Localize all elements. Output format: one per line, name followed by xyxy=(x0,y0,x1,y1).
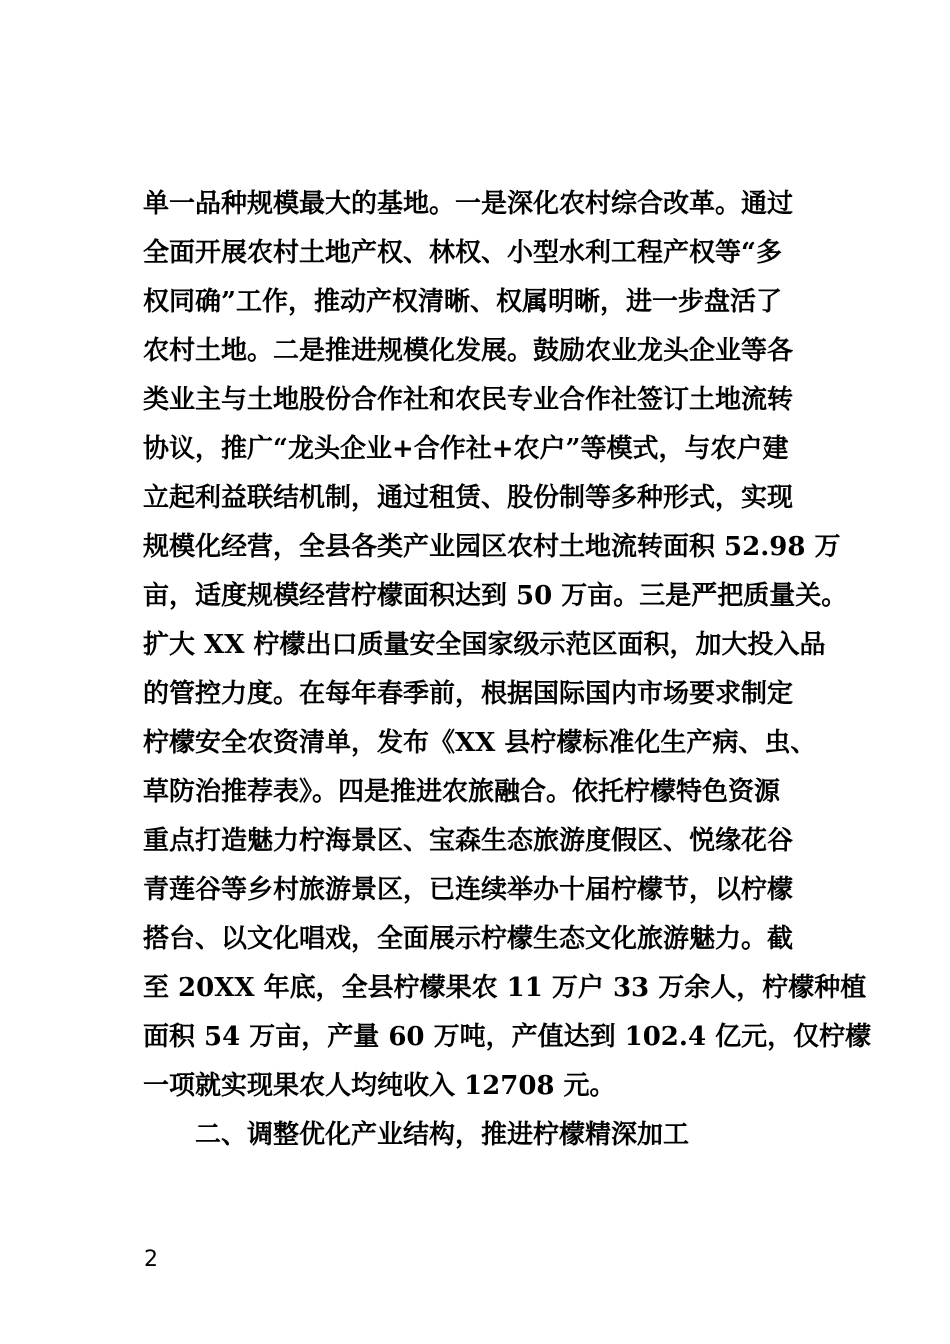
paragraph-line: 青莲谷等乡村旅游景区，已连续举办十届柠檬节，以柠檬 xyxy=(143,875,794,905)
paragraph-line: 农村土地。二是推进规模化发展。鼓励农业龙头企业等各 xyxy=(143,336,794,366)
paragraph-line: 的管控力度。在每年春季前，根据国际国内市场要求制定 xyxy=(143,679,794,709)
paragraph-line: 草防治推荐表》。四是推进农旅融合。依托柠檬特色资源 xyxy=(143,777,781,807)
paragraph-line: 柠檬安全农资清单，发布《XX 县柠檬标准化生产病、虫、 xyxy=(143,728,817,758)
paragraph-line: 面积 54 万亩，产量 60 万吨，产值达到 102.4 亿元，仅柠檬 xyxy=(143,1022,872,1052)
paragraph-line: 权同确”工作，推动产权清晰、权属明晰，进一步盘活了 xyxy=(143,287,782,317)
paragraph-line: 一项就实现果农人均纯收入 12708 元。 xyxy=(143,1071,616,1101)
paragraph-line: 至 20XX 年底，全县柠檬果农 11 万户 33 万余人，柠檬种植 xyxy=(143,973,867,1003)
paragraph-line: 重点打造魅力柠海景区、宝森生态旅游度假区、悦缘花谷 xyxy=(143,826,794,856)
paragraph-line: 协议，推广“龙头企业+合作社+农户”等模式，与农户建 xyxy=(143,434,789,464)
paragraph-line: 搭台、以文化唱戏，全面展示柠檬生态文化旅游魅力。截 xyxy=(143,924,794,954)
paragraph-line: 全面开展农村土地产权、林权、小型水利工程产权等“多 xyxy=(143,238,782,268)
paragraph-line: 亩，适度规模经营柠檬面积达到 50 万亩。三是严把质量关。 xyxy=(143,581,848,611)
paragraph-line: 规模化经营，全县各类产业园区农村土地流转面积 52.98 万 xyxy=(143,532,841,562)
paragraph-line: 立起利益联结机制，通过租赁、股份制等多种形式，实现 xyxy=(143,483,794,513)
paragraph-line: 单一品种规模最大的基地。一是深化农村综合改革。通过 xyxy=(143,189,794,219)
body-paragraph xyxy=(143,180,872,1160)
paragraph-line: 扩大 XX 柠檬出口质量安全国家级示范区面积，加大投入品 xyxy=(143,630,826,660)
section-heading: 二、调整优化产业结构，推进柠檬精深加工 xyxy=(195,1120,690,1150)
page-number: 2 xyxy=(144,1247,158,1272)
paragraph-line: 类业主与土地股份合作社和农民专业合作社签订土地流转 xyxy=(143,385,794,415)
